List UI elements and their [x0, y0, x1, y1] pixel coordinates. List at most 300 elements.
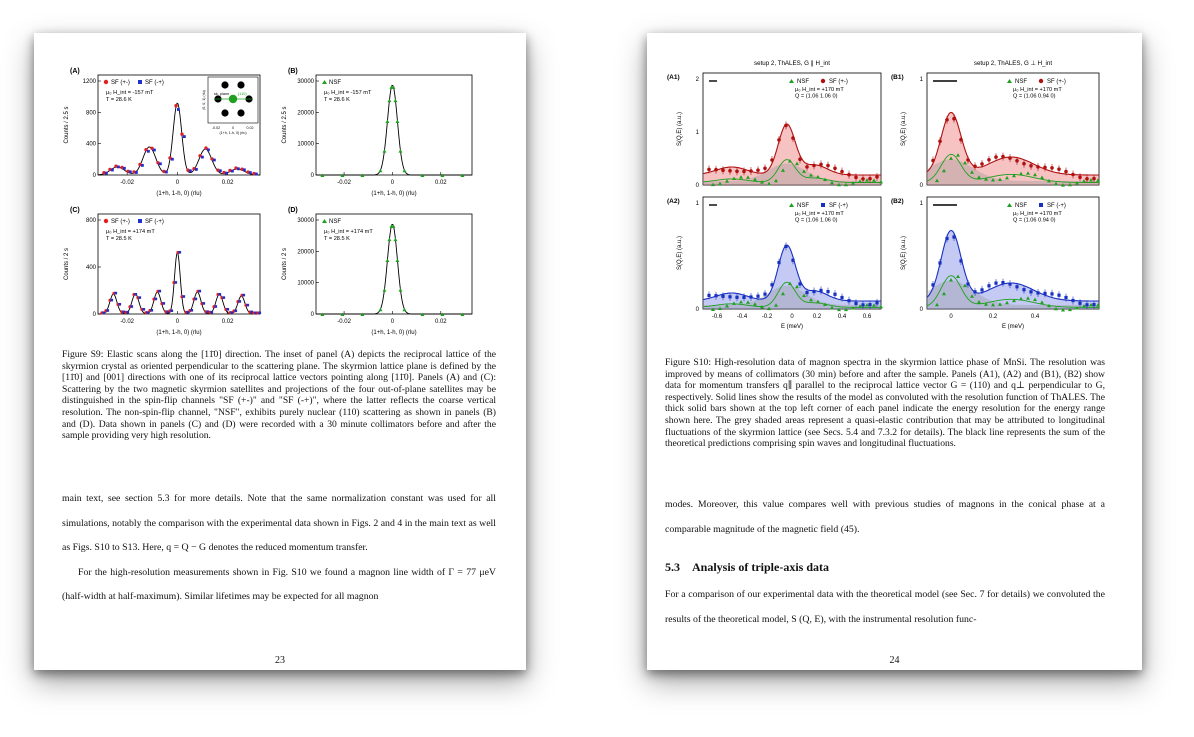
y-axis-label: S(Q,E) (a.u.)	[901, 235, 907, 271]
column-title: setup 2, ThALES, G ∥ H_int	[754, 60, 830, 67]
data-point	[770, 283, 773, 286]
inset-x-tick: 0	[232, 126, 234, 130]
data-point	[115, 292, 118, 295]
legend-label: NSF	[797, 79, 809, 85]
data-point	[393, 99, 397, 103]
inset-satellite	[221, 81, 228, 88]
data-point	[749, 295, 752, 298]
data-point	[402, 169, 406, 173]
data-point	[107, 309, 110, 312]
x-tick-label: 0.2	[812, 314, 822, 320]
y-tick-label: 30000	[297, 79, 314, 85]
data-point	[139, 296, 142, 299]
data-point	[945, 237, 948, 240]
data-point	[211, 311, 214, 314]
section-name: Analysis of triple-axis data	[692, 560, 830, 574]
data-point	[378, 169, 382, 173]
data-point	[1001, 281, 1004, 284]
left-body-text	[62, 487, 496, 610]
data-point	[199, 290, 202, 293]
data-point	[931, 159, 935, 163]
panel-A	[64, 68, 260, 197]
legend-label: NSF	[1015, 203, 1027, 209]
legend-marker	[789, 79, 794, 83]
data-point	[952, 117, 956, 121]
data-point	[966, 158, 970, 162]
data-point	[195, 168, 198, 171]
y-axis-label: S(Q,E) (a.u.)	[677, 111, 683, 147]
data-point	[155, 298, 158, 301]
info-text: Q = (1.06 1.06 0)	[795, 217, 838, 224]
data-point	[812, 164, 816, 168]
right-page	[647, 33, 1142, 670]
data-point	[1085, 177, 1089, 181]
y-axis-label: Counts / 2.5 s	[64, 106, 70, 144]
data-point	[819, 163, 823, 167]
data-point	[1008, 156, 1012, 160]
x-tick-label: 0.4	[837, 314, 847, 320]
legend-marker	[104, 219, 108, 223]
panel-tag: (B)	[288, 68, 298, 75]
y-tick-label: 1	[919, 201, 923, 207]
legend-marker	[821, 203, 825, 207]
y-tick-label: 800	[85, 110, 96, 117]
data-point	[847, 173, 851, 177]
data-point	[770, 158, 774, 162]
data-point	[402, 308, 406, 312]
right-body-text-bottom: For a comparison of our experimental data with the theoretical model (see Sec. 7 for details) we convoluted the results of the theoretical model, S (Q, E), with the instrumental resolution func-	[665, 589, 1105, 625]
legend-marker	[1007, 79, 1012, 83]
data-point	[189, 169, 192, 172]
data-point	[225, 172, 228, 175]
data-point	[395, 258, 399, 262]
data-point	[987, 158, 991, 162]
data-point	[1043, 292, 1046, 295]
data-point	[243, 168, 246, 171]
data-point	[868, 303, 871, 306]
data-point	[777, 138, 781, 142]
legend-label: SF (-+)	[145, 219, 164, 225]
panel-D	[282, 207, 472, 336]
legend-label: SF (+-)	[1047, 79, 1066, 85]
x-tick-label: 0	[175, 180, 180, 186]
data-point	[223, 296, 226, 299]
info-text: μ₀ H_int = +170 mT	[795, 211, 844, 217]
info-text: Q = (1.06 1.06 0)	[795, 93, 838, 100]
data-point	[135, 171, 138, 174]
legend-label: SF (+-)	[111, 219, 130, 225]
data-point	[387, 238, 391, 242]
info-text: μ₀ H_int = +174 mT	[324, 229, 373, 235]
data-point	[938, 261, 941, 264]
data-point	[721, 169, 725, 173]
right-page-number: 24	[889, 655, 900, 666]
data-point	[756, 295, 759, 298]
data-point	[756, 168, 760, 172]
data-point	[1092, 303, 1095, 306]
data-point	[735, 170, 739, 174]
legend-label: SF (+-)	[111, 80, 130, 86]
info-text: μ₀ H_int = +174 mT	[106, 229, 155, 235]
inset-label: sk. plane	[214, 92, 230, 96]
info-text: μ₀ H_int = -157 mT	[106, 90, 154, 96]
data-point	[175, 281, 178, 284]
data-point	[959, 259, 962, 262]
data-point	[945, 118, 949, 122]
info-text: T = 28.5 K	[106, 236, 132, 242]
data-point	[1008, 283, 1011, 286]
panel-C	[64, 207, 261, 336]
data-point	[111, 169, 114, 172]
panel-A2	[667, 197, 883, 330]
data-point	[171, 309, 174, 312]
x-tick-label: 0.02	[221, 319, 234, 325]
data-point	[255, 173, 258, 176]
data-point	[777, 261, 780, 264]
data-point	[840, 170, 844, 174]
data-point	[393, 238, 397, 242]
left-page-number: 23	[275, 655, 285, 666]
data-point	[784, 245, 787, 248]
panel-B	[282, 68, 472, 197]
data-point	[805, 291, 808, 294]
x-tick-label: -0.02	[120, 319, 135, 325]
data-point	[213, 159, 216, 162]
y-tick-label: 10000	[297, 141, 314, 148]
data-point	[728, 295, 731, 298]
inset-peak-label: (110)	[238, 92, 247, 96]
x-tick-label: 0	[390, 319, 395, 325]
data-point	[861, 177, 865, 181]
y-tick-label: 400	[85, 265, 96, 271]
y-tick-label: 800	[85, 218, 96, 224]
data-point	[235, 310, 238, 313]
x-tick-label: 0.02	[221, 180, 234, 186]
data-point	[1071, 299, 1074, 302]
data-point	[805, 165, 809, 169]
column-title: setup 2, ThALES, G ⊥ H_int	[973, 60, 1053, 67]
data-point	[247, 304, 250, 307]
data-point	[826, 290, 829, 293]
inset-satellite	[237, 81, 244, 88]
data-point	[398, 149, 402, 153]
data-point	[159, 290, 162, 293]
info-text: μ₀ H_int = +170 mT	[795, 87, 844, 93]
data-point	[147, 311, 150, 314]
data-point	[191, 309, 194, 312]
data-point	[103, 311, 106, 314]
data-point	[791, 136, 795, 140]
data-point	[812, 290, 815, 293]
data-point	[183, 295, 186, 298]
data-point	[135, 293, 138, 296]
data-point	[1085, 303, 1088, 306]
y-tick-label: 20000	[297, 249, 314, 256]
x-axis-label: (1+h, 1-h, 0) (rlu)	[156, 191, 202, 197]
data-point	[1064, 170, 1068, 174]
inset	[202, 77, 258, 135]
data-point	[1001, 155, 1005, 159]
x-tick-label: -0.02	[337, 319, 351, 325]
data-point	[875, 301, 878, 304]
data-point	[854, 176, 858, 180]
legend-label: NSF	[329, 219, 341, 225]
data-point	[203, 302, 206, 305]
y-tick-label: 1	[919, 77, 923, 83]
data-point	[938, 140, 942, 144]
data-point	[840, 296, 843, 299]
inset-y-label: (0, 0, 1) (rlu)	[202, 90, 206, 110]
data-point	[1092, 177, 1096, 181]
data-point	[382, 288, 386, 292]
y-axis-label: S(Q,E) (a.u.)	[901, 111, 907, 147]
y-tick-label: 1200	[82, 79, 96, 85]
data-point	[861, 303, 864, 306]
legend-label: NSF	[797, 203, 809, 209]
legend-label: NSF	[1015, 79, 1027, 85]
data-point	[721, 295, 724, 298]
data-point	[980, 288, 983, 291]
data-point	[117, 166, 120, 169]
data-point	[243, 294, 246, 297]
data-point	[1057, 294, 1060, 297]
x-tick-label: 0	[390, 180, 395, 186]
info-text: μ₀ H_int = +170 mT	[1013, 87, 1062, 93]
data-point	[1015, 159, 1019, 163]
data-point	[798, 282, 801, 285]
section-number: 5.3	[665, 560, 680, 574]
data-point	[854, 302, 857, 305]
data-point	[973, 290, 976, 293]
data-point	[227, 308, 230, 311]
info-text: Q = (1.06 0.94 0)	[1013, 93, 1056, 100]
x-tick-label: -0.4	[736, 314, 748, 320]
legend-marker	[789, 203, 794, 207]
x-axis-label: (1+h, 1-h, 0) (rlu)	[156, 330, 202, 336]
section-title	[665, 560, 829, 575]
info-text: T = 28.6 K	[106, 97, 132, 103]
figure-s9-caption: Figure S9: Elastic scans along the [11̄0] direction. The inset of panel (A) depicts the reciprocal lattice of the skyrmion crystal as oriented perpendicular to the scattering plane. The skyrmion lattice plane is defined by the [11̄0] and [001] directions with one of its reciprocal lattice vectors pointing along [11̄0]. Panels (A) and (C): Scattering by the two magnetic skyrmion satellites and projections of the four out-of-plane satellites may be distinguished in the spin-flip channels "SF (+-)" and "SF (-+)", where the latter reflects the coarse vertical resolution. The non-spin-flip channel, "NSF", exhibits purely nuclear (110) scattering as shown in panels (B) and (D). Data shown in panels (C) and (D) were recorded with a 30 minute collimators before and after the sample providing very high resolution.	[62, 349, 496, 442]
data-point	[994, 155, 998, 159]
data-point	[398, 288, 402, 292]
info-text: Q = (1.06 0.94 0)	[1013, 217, 1056, 224]
data-point	[847, 299, 850, 302]
data-point	[151, 309, 154, 312]
data-point	[791, 259, 794, 262]
y-axis-label: Counts / 2 s	[282, 247, 288, 281]
data-point	[195, 298, 198, 301]
y-tick-label: 0	[92, 312, 96, 318]
x-tick-label: 0.02	[434, 319, 447, 325]
data-point	[249, 171, 252, 174]
data-point	[1064, 296, 1067, 299]
x-tick-label: 0	[175, 319, 180, 325]
legend-marker	[138, 80, 142, 84]
data-point	[177, 108, 180, 111]
data-point	[714, 168, 718, 172]
data-point	[165, 171, 168, 174]
y-tick-label: 1	[695, 201, 699, 207]
legend-label: NSF	[329, 80, 341, 86]
data-point	[219, 293, 222, 296]
data-point	[952, 235, 955, 238]
data-point	[1022, 288, 1025, 291]
info-text: T = 28.6 K	[324, 97, 350, 103]
figure-s10-caption: Figure S10: High-resolution data of magnon spectra in the skyrmion lattice phase of MnSi. The resolution was improved by means of collimators (30 min) before and after the sample. Panels (A1), (A2) and (B1), (B2) show data for momentum transfers q∥ parallel to the reciprocal lattice vector G = (110) and q⊥ perpendicular to G, respectively. Solid lines show the results of the model as convoluted with the resolution function of ThALES. The thick solid bars shown at the top left corner of each panel indicate the energy resolution for the energy range shown here. The grey shaded areas represent a quasi-elastic contribution that may be attributed to longitudinal fluctuations of the skyrmion lattice (see Secs. 5.4 and 7.3.2 for details). The black line represents the sum of the theoretical predictions comprising spin waves and longitudinal fluctuations.	[665, 357, 1105, 450]
data-point	[742, 296, 745, 299]
data-point	[153, 149, 156, 152]
data-point	[1050, 292, 1053, 295]
data-point	[1029, 164, 1033, 168]
legend-label: SF (+-)	[829, 79, 848, 85]
x-tick-label: 0.4	[1030, 314, 1040, 320]
data-point	[387, 99, 391, 103]
left-paragraph-1: main text, see section 5.3 for more details. Note that the same normalization constant was used for all simulations, notably the comparison with the experimental data shown in Figs. 2 and 4 in the main text as well as Figs. S10 to S13. Here, q = Q − G denotes the reduced momentum transfer.	[62, 493, 496, 553]
data-point	[143, 308, 146, 311]
data-point	[973, 165, 977, 169]
data-point	[119, 303, 122, 306]
data-point	[127, 311, 130, 314]
data-point	[819, 289, 822, 292]
data-point	[994, 282, 997, 285]
figure-s10	[665, 55, 1105, 337]
left-page	[34, 33, 526, 670]
data-point	[826, 164, 830, 168]
info-text: T = 28.5 K	[324, 236, 350, 242]
model-curve	[98, 253, 260, 314]
data-point	[215, 305, 218, 308]
inset-x-tick: -0.02	[211, 126, 221, 130]
panel-tag: (A2)	[667, 198, 680, 205]
data-point	[980, 162, 984, 166]
data-point	[714, 294, 717, 297]
data-point	[833, 167, 837, 171]
x-tick-label: -0.02	[120, 180, 135, 186]
data-point	[183, 135, 186, 138]
x-tick-label: 0	[790, 314, 794, 320]
data-point	[1071, 173, 1075, 177]
data-point	[1050, 166, 1054, 170]
data-point	[931, 283, 934, 286]
panel-tag: (B2)	[891, 198, 904, 205]
x-tick-label: -0.2	[761, 314, 773, 320]
data-point	[1078, 302, 1081, 305]
data-point	[207, 148, 210, 151]
x-tick-label: 0.6	[862, 314, 872, 320]
data-point	[201, 156, 204, 159]
data-point	[966, 282, 969, 285]
data-point	[763, 293, 766, 296]
y-axis-label: Counts / 2 s	[64, 247, 70, 281]
inset-x-label: (1+h, 1-h, 0) (rlu)	[219, 131, 247, 135]
data-point	[171, 158, 174, 161]
panel-tag: (A)	[70, 68, 80, 75]
y-tick-label: 20000	[297, 110, 314, 117]
x-tick-label: -0.6	[711, 314, 723, 320]
info-text: μ₀ H_int = -157 mT	[324, 90, 372, 96]
legend-marker	[322, 80, 327, 84]
data-point	[179, 251, 182, 254]
data-point	[987, 284, 990, 287]
legend-marker	[1039, 203, 1043, 207]
data-point	[1057, 167, 1061, 171]
data-point	[147, 150, 150, 153]
data-point	[1036, 165, 1040, 169]
x-axis-label: E (meV)	[1001, 324, 1025, 330]
figure-s9	[62, 68, 272, 336]
data-point	[382, 149, 386, 153]
y-tick-label: 10000	[297, 280, 314, 287]
legend-marker	[322, 219, 327, 223]
data-point	[163, 302, 166, 305]
data-point	[1036, 291, 1039, 294]
data-point	[105, 172, 108, 175]
legend-marker	[821, 79, 825, 83]
data-point	[219, 169, 222, 172]
data-point	[707, 294, 710, 297]
legend-marker	[1007, 203, 1012, 207]
data-point	[1078, 176, 1082, 180]
y-tick-label: 1	[695, 130, 699, 136]
data-point	[1015, 285, 1018, 288]
data-point	[385, 258, 389, 262]
data-point	[159, 162, 162, 165]
data-point	[798, 158, 802, 162]
x-axis-label: (1+h, 1-h, 0) (rlu)	[371, 330, 417, 336]
data-point	[1043, 166, 1047, 170]
panel-B2	[891, 197, 1100, 330]
data-point	[111, 299, 114, 302]
panel-tag: (C)	[70, 207, 80, 214]
data-point	[749, 169, 753, 173]
x-tick-label: -0.02	[337, 180, 351, 186]
data-point	[742, 170, 746, 174]
data-point	[728, 169, 732, 173]
data-point	[707, 168, 711, 172]
inset-satellite	[237, 109, 244, 116]
data-point	[1029, 290, 1032, 293]
y-tick-label: 30000	[297, 218, 314, 224]
x-tick-label: 0.2	[988, 314, 998, 320]
inset-satellite	[221, 109, 228, 116]
data-point	[141, 164, 144, 167]
panel-B1	[891, 73, 1100, 189]
x-axis-label: E (meV)	[780, 324, 804, 330]
data-point	[784, 124, 788, 128]
panel-tag: (B1)	[891, 74, 904, 81]
legend-marker	[1039, 79, 1043, 83]
panel-A1	[667, 73, 883, 189]
data-point	[875, 175, 879, 179]
data-point	[735, 296, 738, 299]
y-tick-label: 400	[85, 141, 96, 148]
y-axis-label: Counts / 2.5 s	[282, 106, 288, 144]
data-point	[385, 119, 389, 123]
data-point	[763, 167, 767, 171]
data-point	[237, 167, 240, 170]
figure-s9-right-column	[278, 68, 478, 336]
legend-label: SF (-+)	[145, 80, 164, 86]
data-point	[259, 312, 262, 315]
y-tick-label: 0	[919, 307, 923, 313]
data-point	[129, 170, 132, 173]
data-point	[868, 177, 872, 181]
y-tick-label: 2	[695, 77, 699, 83]
inset-x-tick: 0.02	[246, 126, 254, 130]
left-paragraph-2: For the high-resolution measurements shown in Fig. S10 we found a magnon line width of Γ = 77 μeV (half-width at half-maximum). Similar lifetimes may be expected for all magnon	[62, 566, 496, 602]
y-tick-label: 0	[695, 183, 699, 189]
right-body-text-top: modes. Moreover, this value compares well with previous studies of magnons in the conical phase at a comparable magnitude of the magnetic field (45).	[665, 499, 1105, 535]
